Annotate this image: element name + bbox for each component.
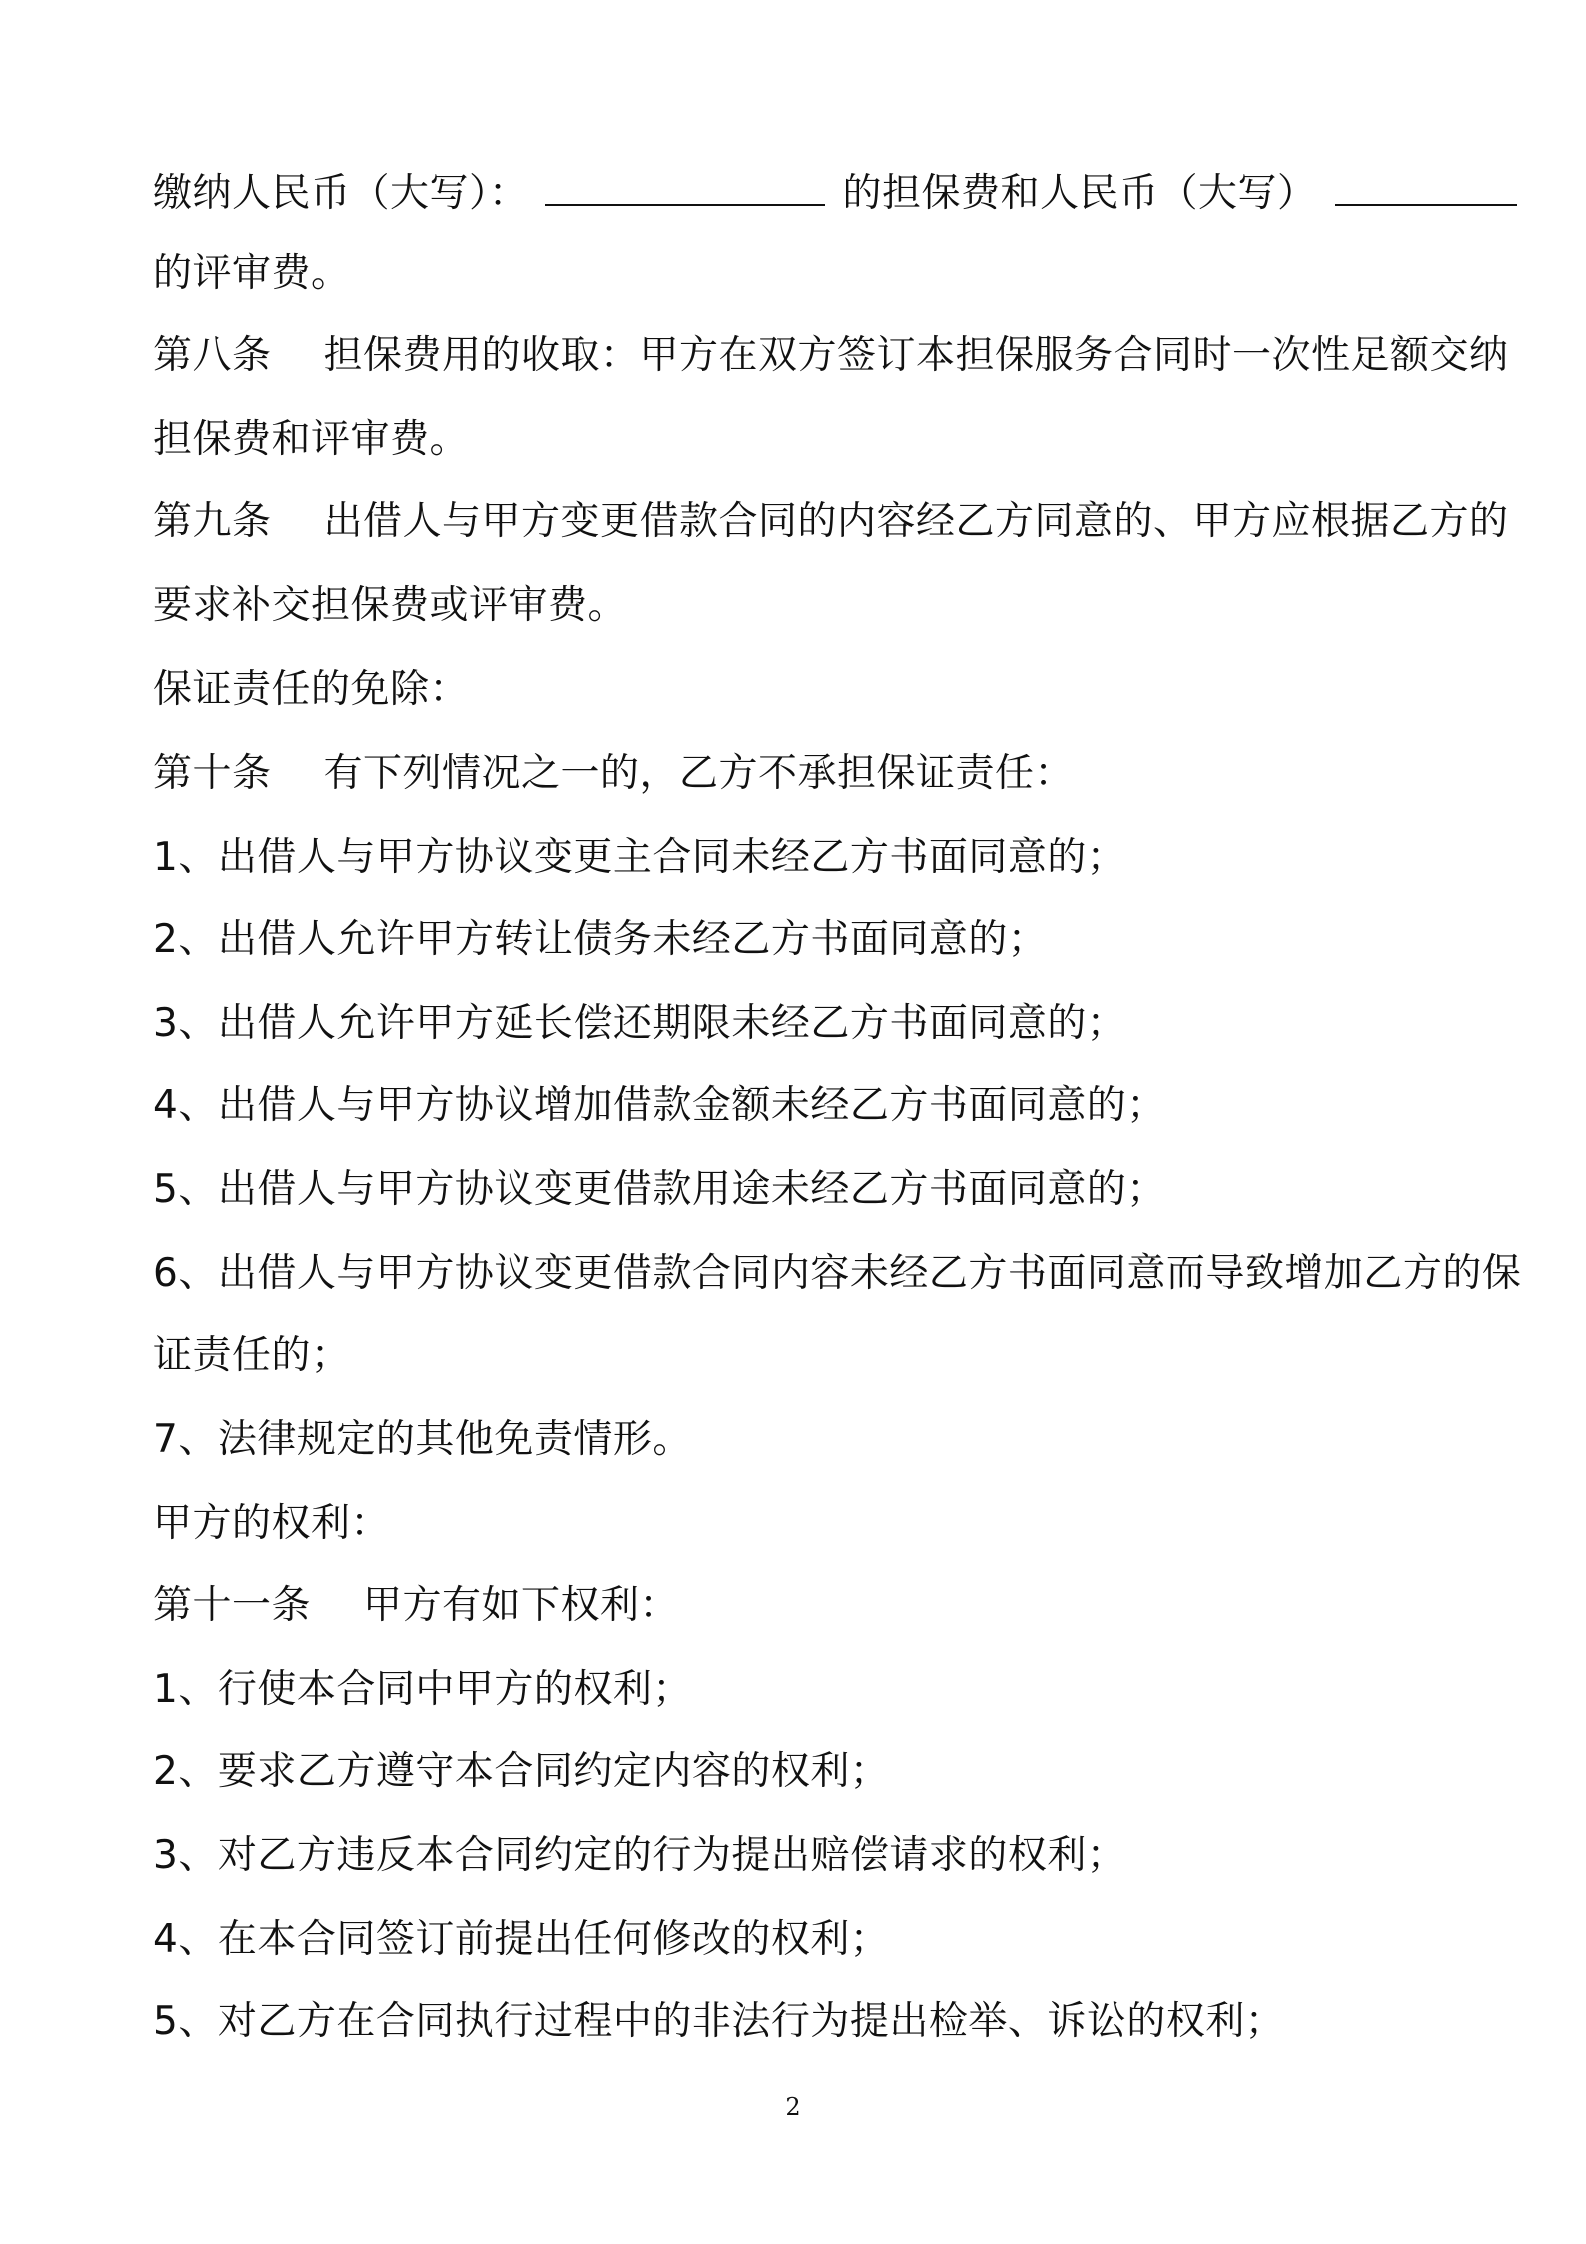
- guarantee-fee-blank: [545, 166, 825, 206]
- list-item: 5、出借人与甲方协议变更借款用途未经乙方书面同意的；: [153, 1167, 1166, 1212]
- text-line: 担保费和评审费。: [153, 417, 470, 462]
- list-item: 1、出借人与甲方协议变更主合同未经乙方书面同意的；: [153, 835, 1127, 880]
- article-text: 有下列情况之一的，乙方不承担保证责任：: [323, 751, 1075, 796]
- list-item-continuation: 证责任的；: [153, 1333, 351, 1378]
- list-item: 2、要求乙方遵守本合同约定内容的权利；: [153, 1749, 890, 1794]
- text-line: 要求补交担保费或评审费。: [153, 583, 628, 628]
- list-item: 2、出借人允许甲方转让债务未经乙方书面同意的；: [153, 917, 1048, 962]
- article-9-line: [153, 496, 1509, 548]
- fee-text-prefix: 缴纳人民币（大写）：: [153, 171, 529, 216]
- text-line: 的评审费。: [153, 251, 351, 296]
- list-item: 1、行使本合同中甲方的权利；: [153, 1667, 692, 1712]
- page-number: 2: [785, 2093, 801, 2121]
- list-item: 7、法律规定的其他免责情形。: [153, 1417, 692, 1462]
- article-11-line: [153, 1580, 1453, 1632]
- list-item: 5、对乙方在合同执行过程中的非法行为提出检举、诉讼的权利；: [153, 1999, 1285, 2044]
- article-10-line: [153, 748, 1453, 800]
- article-label: 第九条: [153, 499, 272, 544]
- text-line-fee-amounts: [153, 166, 1453, 220]
- list-item: 6、出借人与甲方协议变更借款合同内容未经乙方书面同意而导致增加乙方的保: [153, 1251, 1522, 1296]
- section-heading: 甲方的权利：: [153, 1501, 391, 1546]
- article-8-line: [153, 330, 1509, 382]
- list-item: 3、出借人允许甲方延长偿还期限未经乙方书面同意的；: [153, 1001, 1127, 1046]
- review-fee-blank: [1335, 166, 1517, 206]
- list-item: 4、在本合同签订前提出任何修改的权利；: [153, 1917, 890, 1962]
- list-item: 4、出借人与甲方协议增加借款金额未经乙方书面同意的；: [153, 1083, 1166, 1128]
- section-heading: 保证责任的免除：: [153, 667, 470, 712]
- article-label: 第十条: [153, 751, 272, 796]
- article-text: 出借人与甲方变更借款合同的内容经乙方同意的、甲方应根据乙方的: [323, 499, 1509, 544]
- list-item: 3、对乙方违反本合同约定的行为提出赔偿请求的权利；: [153, 1833, 1127, 1878]
- article-text: 甲方有如下权利：: [363, 1583, 680, 1628]
- fee-text-middle: 的担保费和人民币（大写）: [842, 171, 1317, 216]
- article-label: 第十一条: [153, 1583, 312, 1628]
- article-text: 担保费用的收取：甲方在双方签订本担保服务合同时一次性足额交纳: [323, 333, 1509, 378]
- article-label: 第八条: [153, 333, 272, 378]
